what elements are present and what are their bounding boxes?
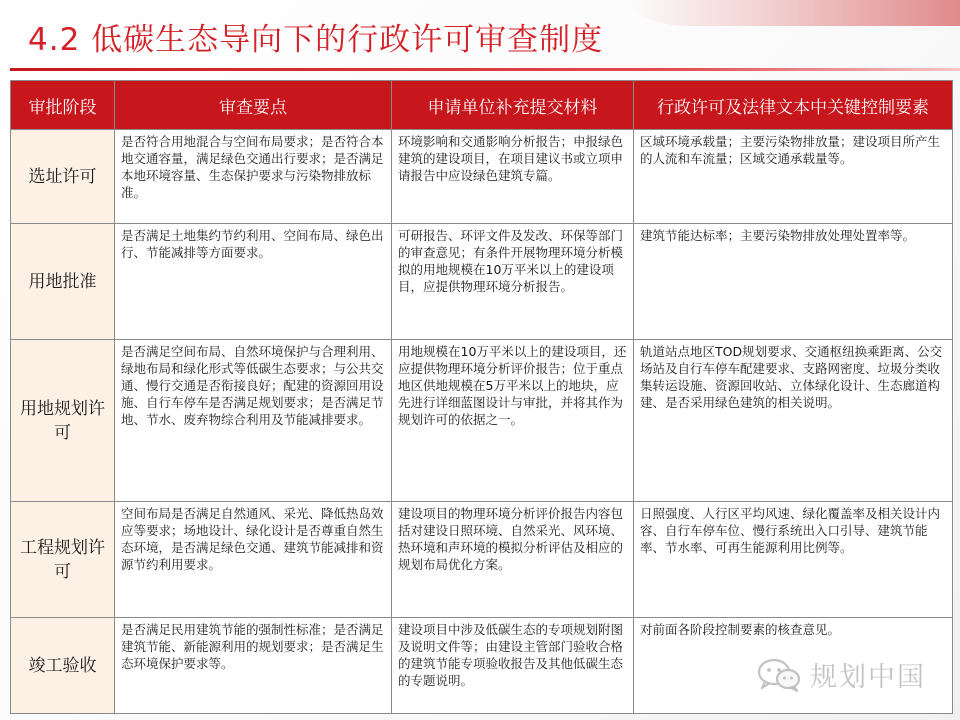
decorative-swoosh	[630, 0, 960, 26]
stage-cell: 竣工验收	[11, 618, 115, 714]
control-elements-cell: 日照强度、人行区平均风速、绿化覆盖率及相关设计内容、自行车停车位、慢行系统出入口引导、建筑节能率、节水率、可再生能源利用比例等。	[634, 502, 953, 618]
review-table	[10, 80, 953, 714]
review-points-cell: 空间布局是否满足自然通风、采光、降低热岛效应等要求；场地设计、绿化设计是否尊重自然生态环境，是否满足绿色交通、建筑节能减排和资源节约利用要求。	[115, 502, 392, 618]
review-points-cell: 是否满足空间布局、自然环境保护与合理利用、绿地布局和绿化形式等低碳生态要求；与公共交通、慢行交通是否衔接良好；配建的资源回用设施、自行车停车是否满足规划要求；是否满足节地、节水、废弃物综合利用及节能减排要求。	[115, 340, 392, 502]
wechat-icon	[756, 657, 802, 693]
materials-cell: 建设项目的物理环境分析评价报告内容包括对建设日照环境、自然采光、风环境、热环境和声环境的模拟分析评估及相应的规划布局优化方案。	[392, 502, 634, 618]
table-row	[11, 502, 953, 618]
table-row	[11, 130, 953, 224]
stage-cell: 用地批准	[11, 224, 115, 340]
materials-cell: 环境影响和交通影响分析报告；申报绿色建筑的建设项目，在项目建议书或立项申请报告中应设绿色建筑专篇。	[392, 130, 634, 224]
header-stage: 审批阶段	[11, 81, 115, 130]
control-elements-cell: 区域环境承载量；主要污染物排放量；建设项目所产生的人流和车流量；区域交通承载量等。	[634, 130, 953, 224]
title-divider	[10, 68, 960, 71]
stage-cell: 用地规划许可	[11, 340, 115, 502]
table-header-row	[11, 81, 953, 130]
materials-cell: 建设项目中涉及低碳生态的专项规划附图及说明文件等；由建设主管部门验收合格的建筑节能专项验收报告及其他低碳生态的专题说明。	[392, 618, 634, 714]
review-points-cell: 是否满足民用建筑节能的强制性标准；是否满足建筑节能、新能源利用的规划要求；是否满足生态环境保护要求等。	[115, 618, 392, 714]
table-row	[11, 224, 953, 340]
control-elements-cell: 建筑节能达标率；主要污染物排放处理处置率等。	[634, 224, 953, 340]
stage-cell: 选址许可	[11, 130, 115, 224]
table-row	[11, 340, 953, 502]
header-materials: 申请单位补充提交材料	[392, 81, 634, 130]
header-review-points: 审查要点	[115, 81, 392, 130]
control-elements-cell: 轨道站点地区TOD规划要求、交通枢纽换乘距离、公交场站及自行车停车配建要求、支路网密度、垃圾分类收集转运设施、资源回收站、立体绿化设计、生态廊道构建、是否采用绿色建筑的相关说明。	[634, 340, 953, 502]
control-elements-cell: 对前面各阶段控制要素的核查意见。	[634, 618, 953, 714]
watermark-text: 规划中国	[810, 662, 926, 693]
review-table-container	[10, 80, 952, 714]
header-control-elements: 行政许可及法律文本中关键控制要素	[634, 81, 953, 130]
materials-cell: 用地规模在10万平米以上的建设项目，还应提供物理环境分析评价报告；位于重点地区供地规模在5万平米以上的地块，应先进行详细蓝图设计与审批，并将其作为规划许可的依据之一。	[392, 340, 634, 502]
review-points-cell: 是否符合用地混合与空间布局要求；是否符合本地交通容量，满足绿色交通出行要求；是否满足本地环境容量、生态保护要求与污染物排放标准。	[115, 130, 392, 224]
stage-cell: 工程规划许可	[11, 502, 115, 618]
review-points-cell: 是否满足土地集约节约利用、空间布局、绿色出行、节能减排等方面要求。	[115, 224, 392, 340]
page-title: 4.2 低碳生态导向下的行政许可审查制度	[28, 22, 604, 58]
watermark	[756, 655, 926, 694]
materials-cell: 可研报告、环评文件及发改、环保等部门的审查意见；有条件开展物理环境分析模拟的用地规模在10万平米以上的建设项目，应提供物理环境分析报告。	[392, 224, 634, 340]
